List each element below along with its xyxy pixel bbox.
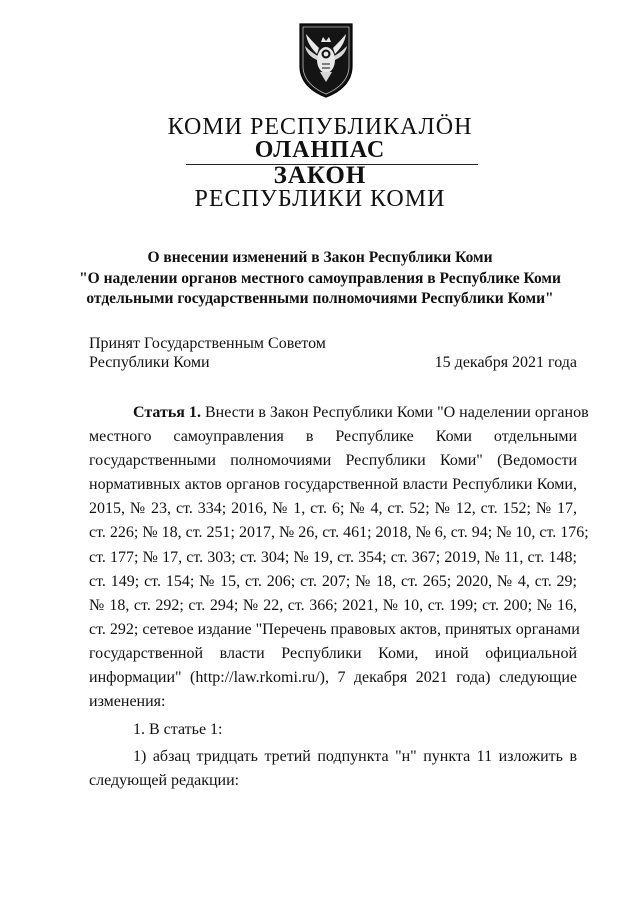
article-1-line: 2015, № 23, ст. 334; 2016, № 1, ст. 6; № 4, ст. 52; № 12, ст. 152; № 17,	[89, 500, 577, 518]
article-1-line: ст. 226; № 18, ст. 251; 2017, № 26, ст. 461; 2018, № 6, ст. 94; № 10, ст. 176;	[89, 524, 589, 542]
subitem-1-line: 1) абзац тридцать третий подпункта "н" пункта 11 изложить в	[133, 748, 577, 765]
article-1-line: местного самоуправления в Республике Коми отдельными	[89, 428, 577, 446]
law-title-line: О внесении изменений в Закон Республики Коми	[147, 249, 493, 266]
item-1-text: 1. В статье 1:	[133, 721, 223, 738]
adoption-date: 15 декабря 2021 года	[434, 354, 577, 371]
article-1-line: нормативных актов органов государственной власти Республики Коми,	[89, 476, 577, 494]
item-1	[89, 718, 577, 742]
article-1-line: № 18, ст. 292; ст. 294; № 22, ст. 366; 2021, № 10, ст. 199; ст. 200; № 16,	[89, 596, 577, 614]
article-1-line: государственными полномочиями Республики Коми" (Ведомости	[89, 452, 577, 470]
law-title	[60, 248, 580, 310]
article-1-line: ст. 292; сетевое издание "Перечень правовых актов, принятых органами	[89, 620, 580, 638]
article-1-paragraph	[89, 401, 589, 714]
article-1-line: Статья 1. Внести в Закон Республики Коми "О наделении органов	[133, 404, 589, 421]
subitem-1	[89, 745, 577, 793]
header-zakon: ЗАКОН	[273, 162, 367, 189]
header-respubliki-komi: РЕСПУБЛИКИ КОМИ	[194, 186, 446, 212]
law-title-line: отдельными государственными полномочиями Республики Коми"	[86, 290, 554, 307]
header-olanpas: ОЛАНПАС	[254, 137, 386, 163]
komi-coat-of-arms-icon	[297, 20, 355, 98]
article-1-line: изменения:	[89, 693, 166, 711]
header-komi-line: КОМИ РЕСПУБЛИКАЛÖН	[167, 114, 473, 140]
article-1-label: Статья 1.	[133, 404, 201, 421]
article-1-line: ст. 177; № 17, ст. 303; ст. 304; № 19, ст. 354; ст. 367; 2019, № 11, ст. 148;	[89, 548, 577, 566]
law-title-line: "О наделении органов местного самоуправления в Республике Коми	[79, 269, 561, 287]
adoption-line-2: Республики Коми	[89, 354, 210, 371]
article-1-line: ст. 149; ст. 154; № 15, ст. 206; ст. 207; № 18, ст. 265; 2020, № 4, ст. 29;	[89, 572, 577, 590]
article-1-line: информации" (http://law.rkomi.ru/), 7 декабря 2021 года) следующие	[89, 669, 577, 687]
subitem-1-line: следующей редакции:	[89, 772, 240, 790]
article-1-line: государственной власти Республики Коми, иной официальной	[89, 644, 577, 662]
adoption-line-1: Принят Государственным Советом	[89, 335, 326, 352]
